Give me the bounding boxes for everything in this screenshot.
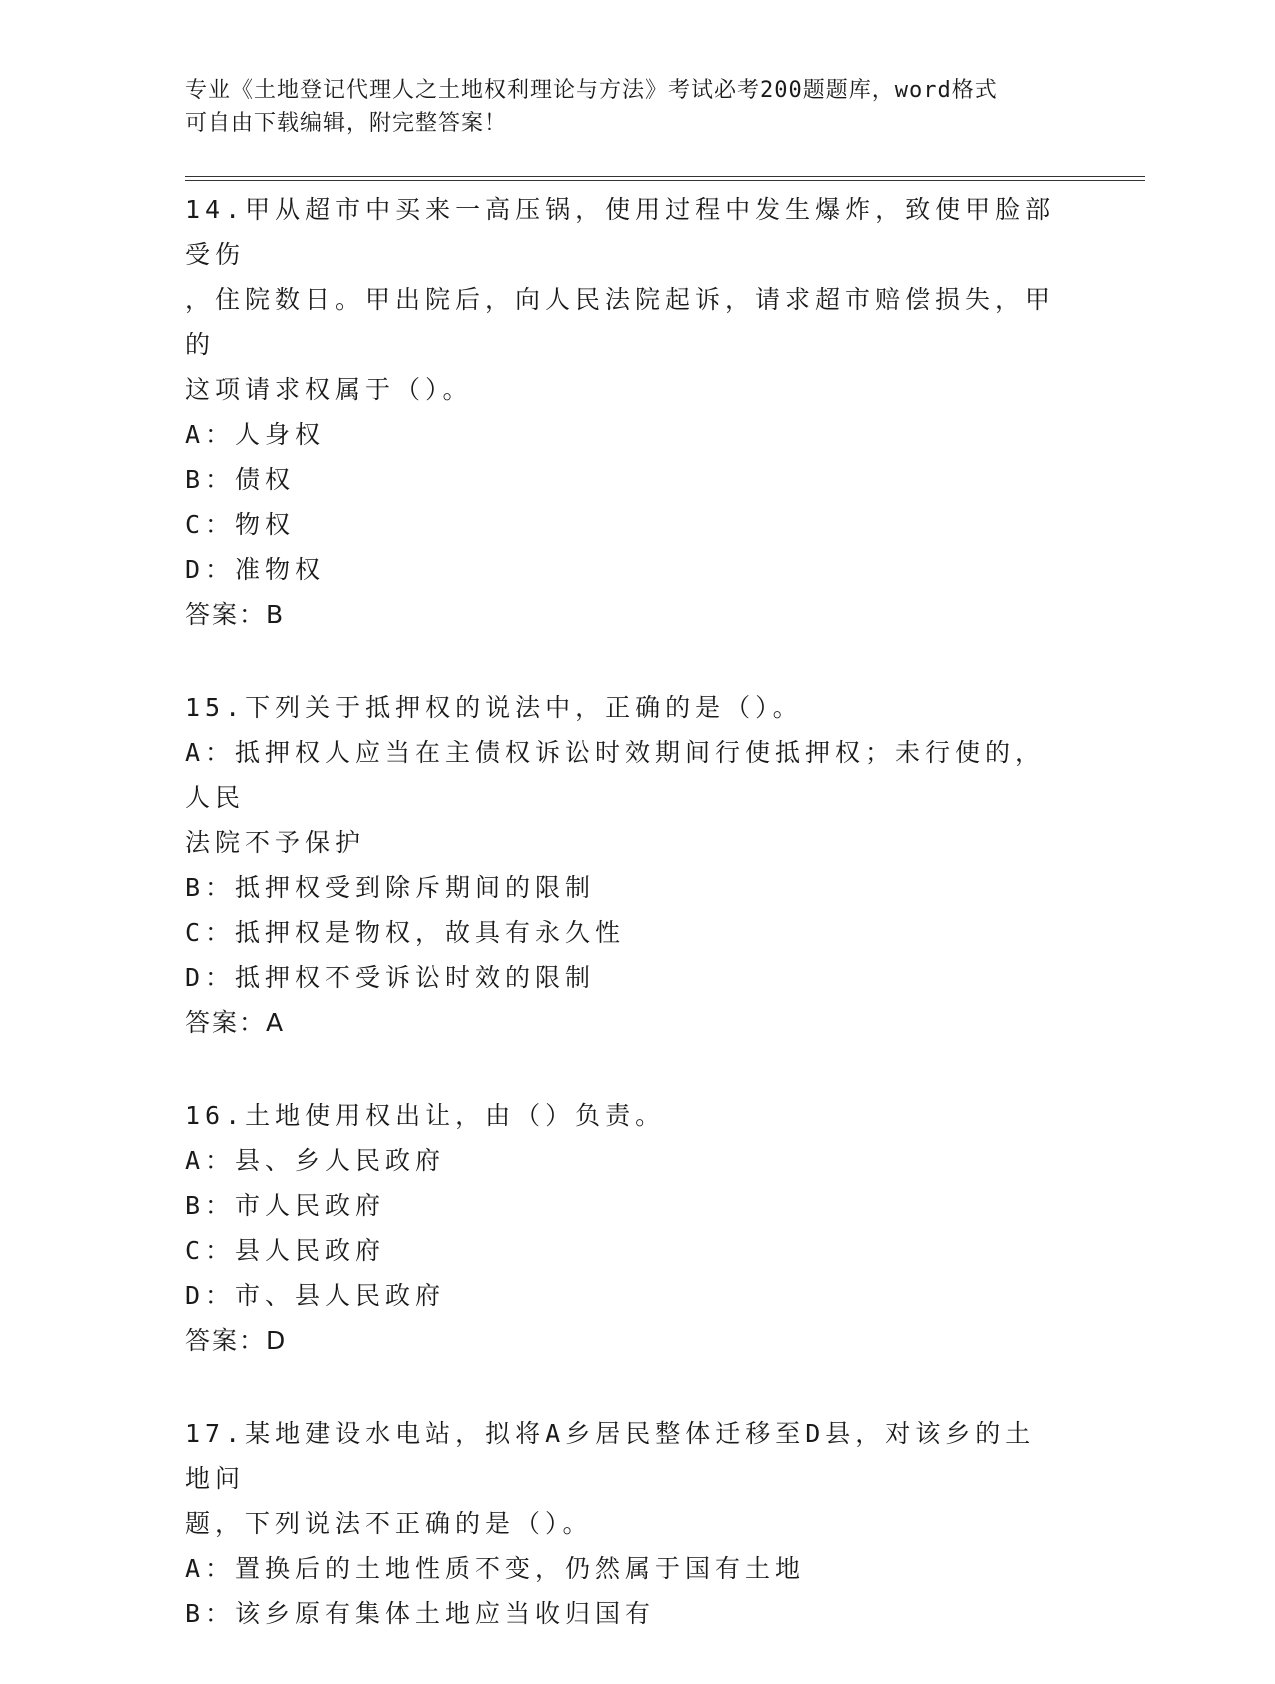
answer-label: 答案：D xyxy=(185,1326,288,1355)
question-stem-line: ，住院数日。甲出院后，向人民法院起诉，请求超市赔偿损失，甲的 xyxy=(185,285,1056,359)
option-a: A：人身权 xyxy=(185,420,326,449)
question-15 xyxy=(185,685,1065,1045)
option-c: C：县人民政府 xyxy=(185,1236,386,1265)
header-line-2: 可自由下载编辑，附完整答案！ xyxy=(185,111,508,136)
option-a: A：县、乡人民政府 xyxy=(185,1146,446,1175)
option-a: A：置换后的土地性质不变，仍然属于国有土地 xyxy=(185,1554,806,1583)
option-b: B：市人民政府 xyxy=(185,1191,386,1220)
option-c: C：抵押权是物权，故具有永久性 xyxy=(185,918,626,947)
header-divider xyxy=(185,176,1145,181)
question-stem-line: 题，下列说法不正确的是（）。 xyxy=(185,1509,593,1538)
answer-label: 答案：B xyxy=(185,600,286,629)
question-17 xyxy=(185,1411,1065,1636)
option-d: D：市、县人民政府 xyxy=(185,1281,446,1310)
question-16 xyxy=(185,1093,1065,1363)
question-stem-line: 14.甲从超市中买来一高压锅，使用过程中发生爆炸，致使甲脸部受伤 xyxy=(185,195,1056,269)
option-c: C：物权 xyxy=(185,510,296,539)
document-header xyxy=(185,74,1065,140)
answer-label: 答案：A xyxy=(185,1008,286,1037)
document-page xyxy=(185,0,1145,1650)
option-d: D：准物权 xyxy=(185,555,326,584)
option-b: B：该乡原有集体土地应当收归国有 xyxy=(185,1599,656,1628)
question-14 xyxy=(185,187,1065,637)
option-b: B：债权 xyxy=(185,465,296,494)
question-list xyxy=(185,187,1065,1684)
option-b: B：抵押权受到除斥期间的限制 xyxy=(185,873,596,902)
header-line-1: 专业《土地登记代理人之土地权利理论与方法》考试必考200题题库，word格式 xyxy=(185,78,998,103)
option-a: A：抵押权人应当在主债权诉讼时效期间行使抵押权；未行使的，人民 xyxy=(185,738,1046,812)
option-a-continued: 法院不予保护 xyxy=(185,828,366,857)
question-stem-line: 15.下列关于抵押权的说法中，正确的是（）。 xyxy=(185,693,803,722)
option-d: D：抵押权不受诉讼时效的限制 xyxy=(185,963,596,992)
question-stem-line: 这项请求权属于（）。 xyxy=(185,375,473,404)
question-stem-line: 16.土地使用权出让，由（）负责。 xyxy=(185,1101,666,1130)
question-stem-line: 17.某地建设水电站，拟将A乡居民整体迁移至D县，对该乡的土地问 xyxy=(185,1419,1036,1493)
